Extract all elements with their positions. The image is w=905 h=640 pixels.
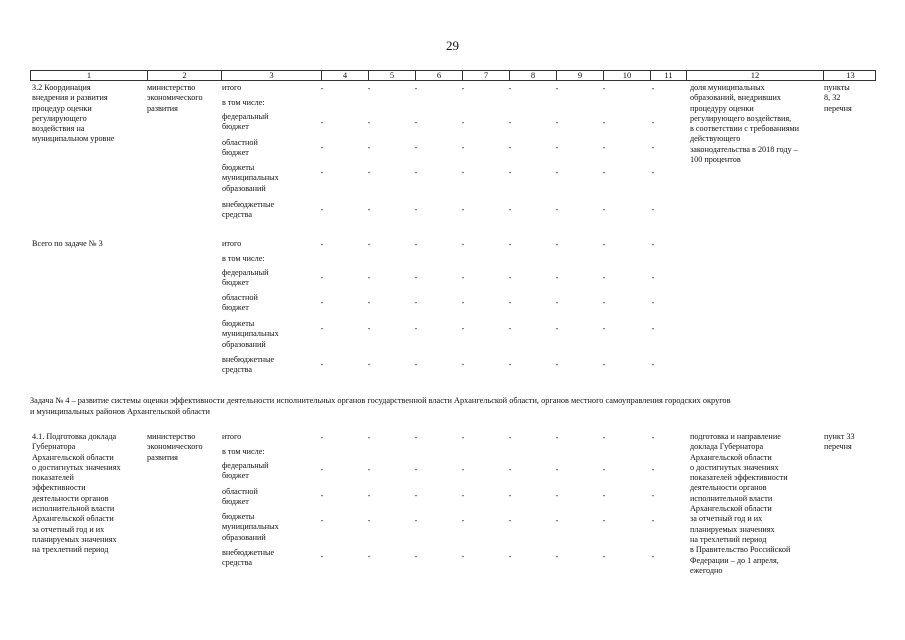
dash-cell: - <box>651 168 655 177</box>
header-cell-12: 12 <box>686 71 823 80</box>
dash-cell: - <box>320 433 324 442</box>
activity-3-2: 3.2 Координация внедрения и развития процедур оценки регулирующего воздействия на муниципальном уровне <box>32 83 115 144</box>
header-cell-4: 4 <box>321 71 368 80</box>
source-extrabudget: внебюджетные средства <box>222 200 275 220</box>
source-total: итого <box>222 432 242 441</box>
dash-cell: - <box>367 360 371 369</box>
dash-cell: - <box>414 360 418 369</box>
task-4-heading: Задача № 4 – развитие системы оценки эффективности деятельности исполнительных органов государственной власти Архангельской области, органов местного самоуправления городских округов и муниципальных районов Архангельской области <box>30 396 731 416</box>
dash-cell: - <box>320 298 324 307</box>
table-header-row <box>30 70 876 81</box>
source-municipal: бюджеты муниципальных образований <box>222 319 279 349</box>
dash-cell: - <box>555 516 559 525</box>
dash-cell: - <box>508 205 512 214</box>
dash-cell: - <box>320 516 324 525</box>
dash-cell: - <box>367 298 371 307</box>
header-cell-1: 1 <box>86 70 92 80</box>
source-incl: в том числе: <box>222 447 265 456</box>
source-regional: областной бюджет <box>222 293 258 313</box>
dash-cell: - <box>414 143 418 152</box>
source-extrabudget: внебюджетные средства <box>222 548 275 568</box>
dash-cell: - <box>651 273 655 282</box>
dash-cell: - <box>414 240 418 249</box>
source-federal: федеральный бюджет <box>222 268 269 288</box>
result-3-2: доля муниципальных образований, внедривших процедуру оценки регулирующего воздействия, в соответствии с требованиями действующего законодательства в 2018 году – 100 процентов <box>690 83 800 165</box>
dash-cell: - <box>651 240 655 249</box>
dash-cell: - <box>461 465 465 474</box>
dash-cell: - <box>508 324 512 333</box>
dash-cell: - <box>555 298 559 307</box>
dash-cell: - <box>602 143 606 152</box>
dash-cell: - <box>367 324 371 333</box>
activity-4-1: 4.1. Подготовка доклада Губернатора Архангельской области о достигнутых значениях показателей эффективности деятельности органов исполнительной власти Архангельской области за отчетный год и их планируемых значениях на трехлетний период <box>32 432 121 555</box>
dash-cell: - <box>414 84 418 93</box>
dash-cell: - <box>555 491 559 500</box>
page-number: 29 <box>446 38 459 53</box>
header-cell-9: 9 <box>556 71 603 80</box>
dash-cell: - <box>508 465 512 474</box>
dash-cell: - <box>414 491 418 500</box>
source-regional: областной бюджет <box>222 138 258 158</box>
dash-cell: - <box>508 84 512 93</box>
dash-cell: - <box>461 205 465 214</box>
dash-cell: - <box>367 205 371 214</box>
dash-cell: - <box>320 324 324 333</box>
source-municipal: бюджеты муниципальных образований <box>222 163 279 193</box>
dash-cell: - <box>367 465 371 474</box>
dash-cell: - <box>602 516 606 525</box>
header-cell-2: 2 <box>147 71 221 80</box>
dash-cell: - <box>651 516 655 525</box>
dash-cell: - <box>651 465 655 474</box>
dash-cell: - <box>320 240 324 249</box>
dash-cell: - <box>320 84 324 93</box>
result-4-1: подготовка и направление доклада Губернатора Архангельской области о достигнутых значениях показателей эффективности деятельности органов исполнительной власти Архангельской области за отчетный год и их планируемых значениях на трехлетний период в Правительство Российской Федерации – до 1 апреля, ежегодно <box>690 432 791 575</box>
dash-cell: - <box>602 205 606 214</box>
dash-cell: - <box>555 465 559 474</box>
source-municipal: бюджеты муниципальных образований <box>222 512 279 542</box>
header-cell-3: 3 <box>221 71 321 80</box>
dash-cell: - <box>555 118 559 127</box>
header-cell-11: 11 <box>650 71 686 80</box>
dash-cell: - <box>651 118 655 127</box>
dash-cell: - <box>461 168 465 177</box>
dash-cell: - <box>651 491 655 500</box>
dash-cell: - <box>651 360 655 369</box>
header-cell-6: 6 <box>415 71 462 80</box>
dash-cell: - <box>461 298 465 307</box>
dash-cell: - <box>367 516 371 525</box>
dash-cell: - <box>367 552 371 561</box>
dash-cell: - <box>508 240 512 249</box>
dash-cell: - <box>651 324 655 333</box>
reference-4-1: пункт 33 перечня <box>824 432 855 452</box>
header-cell-7: 7 <box>462 71 509 80</box>
dash-cell: - <box>414 168 418 177</box>
dash-cell: - <box>602 298 606 307</box>
dash-cell: - <box>414 205 418 214</box>
dash-cell: - <box>320 143 324 152</box>
dash-cell: - <box>508 298 512 307</box>
dash-cell: - <box>461 491 465 500</box>
dash-cell: - <box>602 168 606 177</box>
dash-cell: - <box>602 118 606 127</box>
dash-cell: - <box>555 273 559 282</box>
dash-cell: - <box>414 324 418 333</box>
dash-cell: - <box>320 118 324 127</box>
dash-cell: - <box>602 84 606 93</box>
dash-cell: - <box>602 240 606 249</box>
dash-cell: - <box>320 273 324 282</box>
dash-cell: - <box>367 118 371 127</box>
dash-cell: - <box>508 516 512 525</box>
dash-cell: - <box>461 360 465 369</box>
source-federal: федеральный бюджет <box>222 461 269 481</box>
dash-cell: - <box>461 118 465 127</box>
dash-cell: - <box>461 324 465 333</box>
dash-cell: - <box>555 433 559 442</box>
dash-cell: - <box>414 552 418 561</box>
dash-cell: - <box>461 552 465 561</box>
source-federal: федеральный бюджет <box>222 112 269 132</box>
dash-cell: - <box>602 324 606 333</box>
dash-cell: - <box>414 433 418 442</box>
dash-cell: - <box>414 273 418 282</box>
dash-cell: - <box>651 552 655 561</box>
total-task-3-label: Всего по задаче № 3 <box>32 239 103 248</box>
source-incl: в том числе: <box>222 98 265 107</box>
dash-cell: - <box>602 491 606 500</box>
reference-3-2: пункты 8, 32 перечня <box>824 83 852 113</box>
dash-cell: - <box>367 168 371 177</box>
dash-cell: - <box>461 84 465 93</box>
dash-cell: - <box>555 240 559 249</box>
header-cell-8: 8 <box>509 71 556 80</box>
header-cell-10: 10 <box>603 71 650 80</box>
dash-cell: - <box>651 433 655 442</box>
dash-cell: - <box>461 240 465 249</box>
dash-cell: - <box>555 84 559 93</box>
header-cell-5: 5 <box>368 71 415 80</box>
dash-cell: - <box>367 143 371 152</box>
dash-cell: - <box>555 360 559 369</box>
source-extrabudget: внебюджетные средства <box>222 355 275 375</box>
dash-cell: - <box>367 491 371 500</box>
executor-4-1: министерство экономического развития <box>147 432 203 462</box>
dash-cell: - <box>508 143 512 152</box>
dash-cell: - <box>651 143 655 152</box>
dash-cell: - <box>461 143 465 152</box>
dash-cell: - <box>555 552 559 561</box>
dash-cell: - <box>414 118 418 127</box>
dash-cell: - <box>602 433 606 442</box>
dash-cell: - <box>367 240 371 249</box>
dash-cell: - <box>461 273 465 282</box>
dash-cell: - <box>414 465 418 474</box>
dash-cell: - <box>367 84 371 93</box>
source-total: итого <box>222 239 242 248</box>
dash-cell: - <box>555 205 559 214</box>
source-regional: областной бюджет <box>222 487 258 507</box>
dash-cell: - <box>320 360 324 369</box>
dash-cell: - <box>602 273 606 282</box>
dash-cell: - <box>602 552 606 561</box>
dash-cell: - <box>508 273 512 282</box>
dash-cell: - <box>508 360 512 369</box>
executor-3-2: министерство экономического развития <box>147 83 203 113</box>
dash-cell: - <box>414 298 418 307</box>
dash-cell: - <box>320 168 324 177</box>
source-total: итого <box>222 83 242 92</box>
dash-cell: - <box>461 433 465 442</box>
dash-cell: - <box>651 205 655 214</box>
dash-cell: - <box>651 84 655 93</box>
source-incl: в том числе: <box>222 254 265 263</box>
dash-cell: - <box>367 273 371 282</box>
dash-cell: - <box>508 118 512 127</box>
dash-cell: - <box>602 465 606 474</box>
dash-cell: - <box>461 516 465 525</box>
dash-cell: - <box>602 360 606 369</box>
dash-cell: - <box>555 324 559 333</box>
dash-cell: - <box>555 143 559 152</box>
dash-cell: - <box>508 168 512 177</box>
dash-cell: - <box>508 491 512 500</box>
dash-cell: - <box>555 168 559 177</box>
dash-cell: - <box>414 516 418 525</box>
dash-cell: - <box>320 552 324 561</box>
dash-cell: - <box>508 552 512 561</box>
dash-cell: - <box>320 205 324 214</box>
dash-cell: - <box>320 491 324 500</box>
dash-cell: - <box>367 433 371 442</box>
header-cell-13: 13 <box>823 71 877 80</box>
dash-cell: - <box>651 298 655 307</box>
dash-cell: - <box>320 465 324 474</box>
dash-cell: - <box>508 433 512 442</box>
